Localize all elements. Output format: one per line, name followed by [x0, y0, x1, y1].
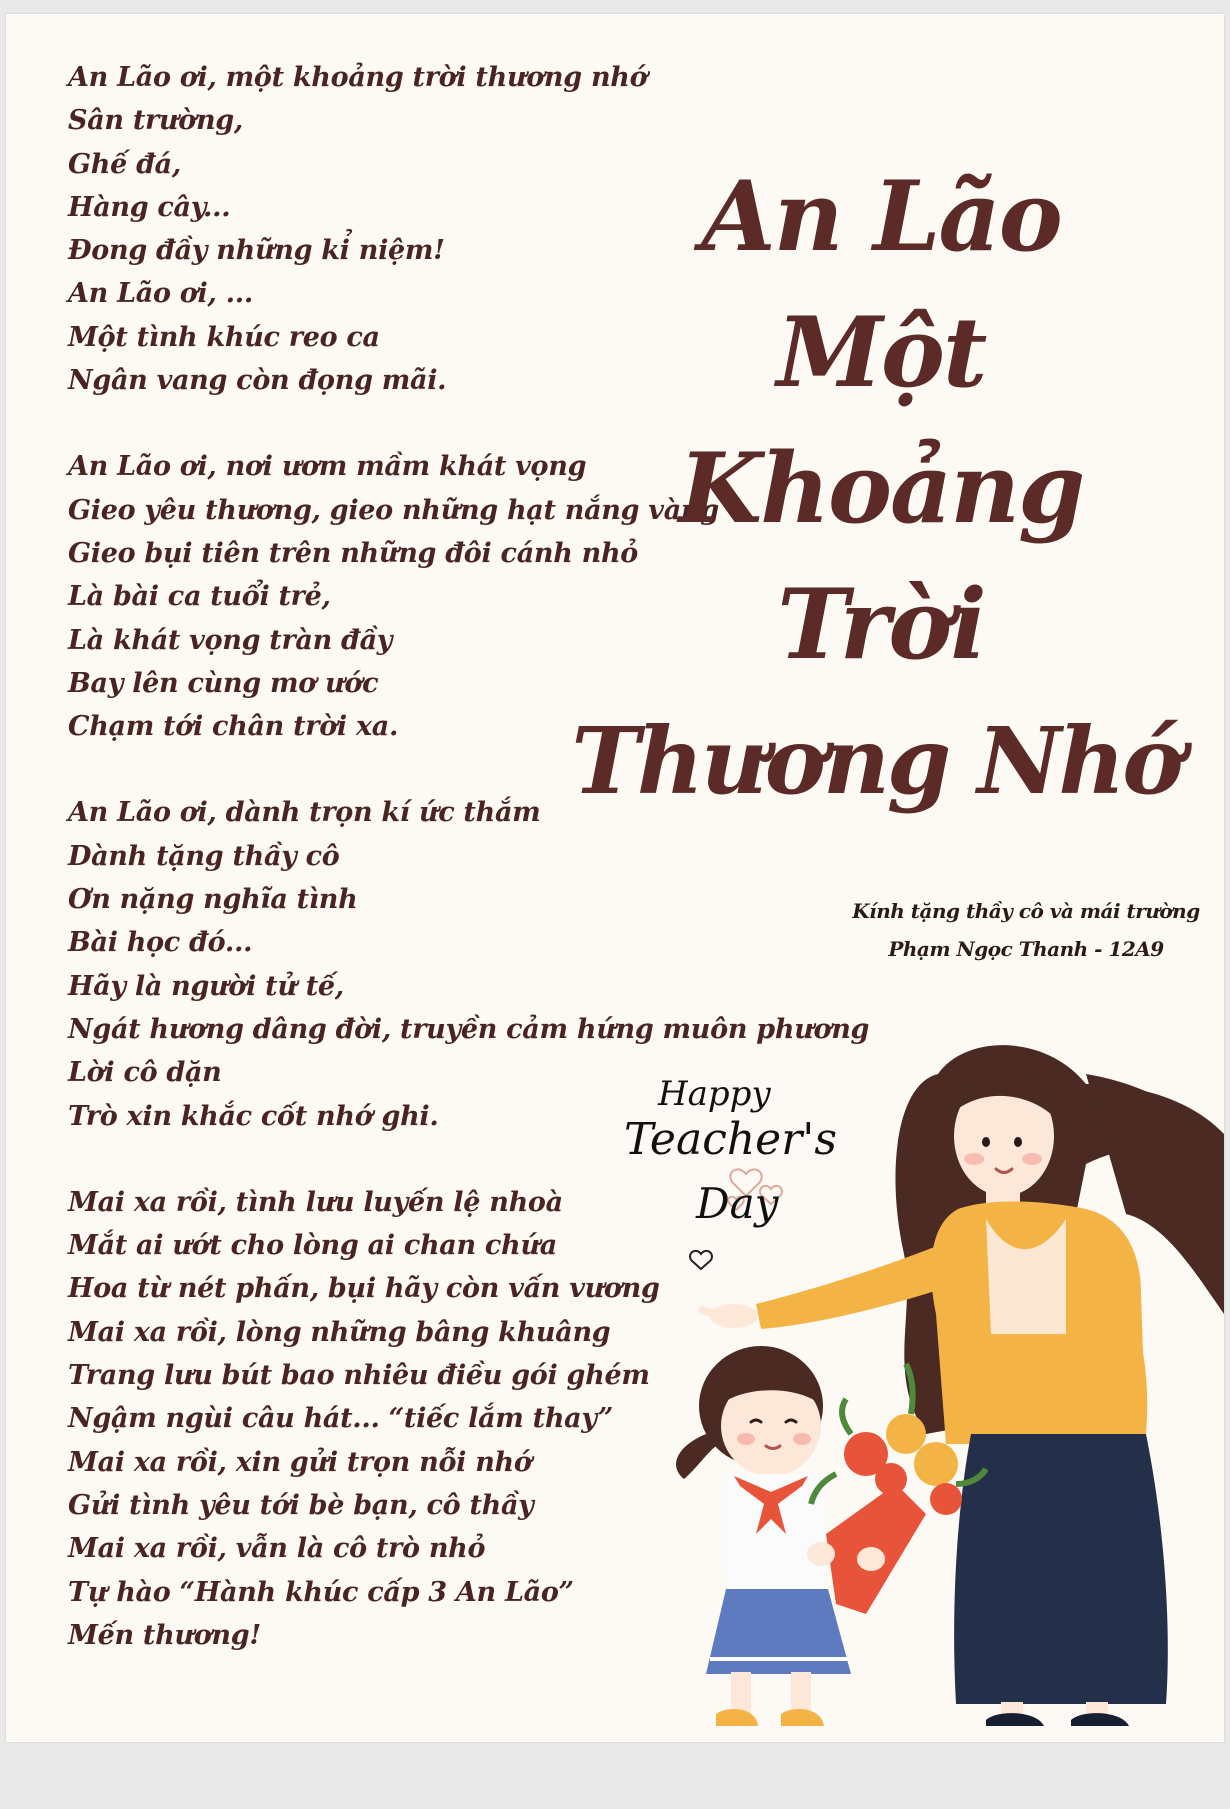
poem-line: Đong đầy những kỉ niệm!	[68, 235, 445, 267]
poem-line: Lời cô dặn	[68, 1057, 222, 1089]
title-line-3: Khoảng	[678, 432, 1084, 545]
poem-line: Là khát vọng tràn đầy	[68, 624, 393, 656]
poem-line: Hãy là người tử tế,	[68, 970, 344, 1002]
poem-line: Trang lưu bút bao nhiêu điều gói ghém	[68, 1360, 650, 1392]
poem-line: An Lão ơi, dành trọn kí ức thắm	[68, 797, 541, 829]
greeting-day: Day	[696, 1179, 779, 1228]
poem-line: Chạm tới chân trời xa.	[68, 711, 399, 743]
title-line-2: Một	[776, 296, 986, 409]
poem-line: An Lão ơi, ...	[68, 278, 253, 310]
poem-line: Gieo yêu thương, gieo những hạt nắng vàng	[68, 494, 719, 526]
poem-line: Trò xin khắc cốt nhớ ghi.	[68, 1100, 439, 1132]
poem-line: Tự hào “Hành khúc cấp 3 An Lão”	[68, 1576, 574, 1608]
poem-line: Là bài ca tuổi trẻ,	[68, 581, 331, 613]
poem-line: Mến thương!	[68, 1619, 261, 1651]
poem-line: Bài học đó...	[68, 927, 253, 959]
poem-line: Mai xa rồi, xin gửi trọn nỗi nhớ	[68, 1446, 532, 1478]
poem-line: Ghế đá,	[68, 148, 181, 180]
title-line-4: Trời	[777, 568, 985, 681]
dedication	[836, 892, 1216, 968]
poem-line: Ơn nặng nghĩa tình	[68, 884, 358, 916]
poem-line: Dành tặng thầy cô	[68, 840, 340, 872]
poem-line: Một tình khúc reo ca	[68, 321, 380, 353]
poster-title	[551, 149, 1211, 829]
poem-line: Ngát hương dâng đời, truyền cảm hứng muôn phương	[68, 1013, 870, 1045]
poem-line: Mai xa rồi, tình lưu luyến lệ nhoà	[68, 1186, 563, 1218]
poem-line: Hàng cây...	[68, 191, 231, 223]
poem-line: Mắt ai ướt cho lòng ai chan chứa	[68, 1230, 557, 1262]
title-line-5: Thương Nhớ	[571, 707, 1181, 815]
poem-line: Sân trường,	[68, 105, 243, 137]
greeting-happy: Happy	[658, 1074, 771, 1114]
greeting-teachers: Teacher's	[624, 1114, 837, 1165]
poem-line: Bay lên cùng mơ ước	[68, 667, 379, 699]
poem-line: An Lão ơi, nơi ươm mầm khát vọng	[68, 451, 587, 483]
poem-line: Hoa từ nét phấn, bụi hãy còn vấn vương	[68, 1273, 660, 1305]
title-line-1: An Lão	[701, 160, 1061, 273]
poster	[6, 14, 1224, 1742]
poem-line: Gửi tình yêu tới bè bạn, cô thầy	[68, 1489, 534, 1521]
poem-line: Mai xa rồi, vẫn là cô trò nhỏ	[68, 1533, 486, 1565]
poem-line: An Lão ơi, một khoảng trời thương nhớ	[68, 62, 648, 93]
poem-line: Gieo bụi tiên trên những đôi cánh nhỏ	[68, 537, 639, 569]
poem-line: Ngậm ngùi câu hát... “tiếc lắm thay”	[68, 1403, 613, 1435]
poem-line: Mai xa rồi, lòng những bâng khuâng	[68, 1316, 611, 1348]
author-line: Phạm Ngọc Thanh - 12A9	[888, 937, 1164, 961]
dedication-line: Kính tặng thầy cô và mái trường	[852, 899, 1200, 923]
poem-line: Ngân vang còn đọng mãi.	[68, 365, 447, 397]
